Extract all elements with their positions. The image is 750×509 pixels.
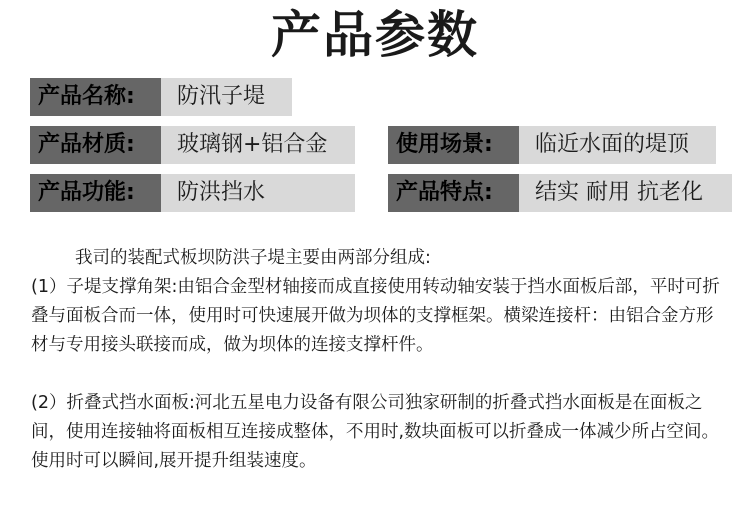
param-label: 产品名称: (30, 78, 161, 116)
param-row-2 (0, 126, 750, 164)
param-product-features (388, 174, 732, 212)
param-row-1 (0, 78, 750, 116)
param-product-name (30, 78, 292, 116)
description-intro: 我司的装配式板坝防洪子堤主要由两部分组成: (75, 248, 431, 268)
description-part-1: (1）子堤支撑角架:由铝合金型材轴接而成直接使用转动轴安装于挡水面板后部，平时可折叠与面板合而一体，使用时可快速展开做为坝体的支撑框架。横梁连接杆：由铝合金方形材与专用接头联接而成，做为坝体的连接支撑杆件。 (31, 277, 720, 355)
param-value: 结实 耐用 抗老化 (519, 174, 732, 212)
param-label: 产品材质: (30, 126, 161, 164)
product-description (31, 244, 721, 476)
param-label: 产品特点: (388, 174, 519, 212)
param-product-material (30, 126, 355, 164)
param-product-function (30, 174, 355, 212)
param-value: 防洪挡水 (161, 174, 355, 212)
param-label: 使用场景: (388, 126, 519, 164)
param-usage-scene (388, 126, 716, 164)
page-title: 产品参数 (271, 6, 479, 64)
description-part-2: (2）折叠式挡水面板:河北五星电力设备有限公司独家研制的折叠式挡水面板是在面板之间，使用连接轴将面板相互连接成整体，不用时,数块面板可以折叠成一体减少所占空间。使用时可以瞬间,展开提升组装速度。 (31, 393, 720, 471)
param-row-3 (0, 174, 750, 212)
param-label: 产品功能: (30, 174, 161, 212)
param-value: 防汛子堤 (161, 78, 292, 116)
param-value: 玻璃钢+铝合金 (161, 126, 355, 164)
param-value: 临近水面的堤顶 (519, 126, 716, 164)
paragraph-spacer (31, 360, 721, 389)
